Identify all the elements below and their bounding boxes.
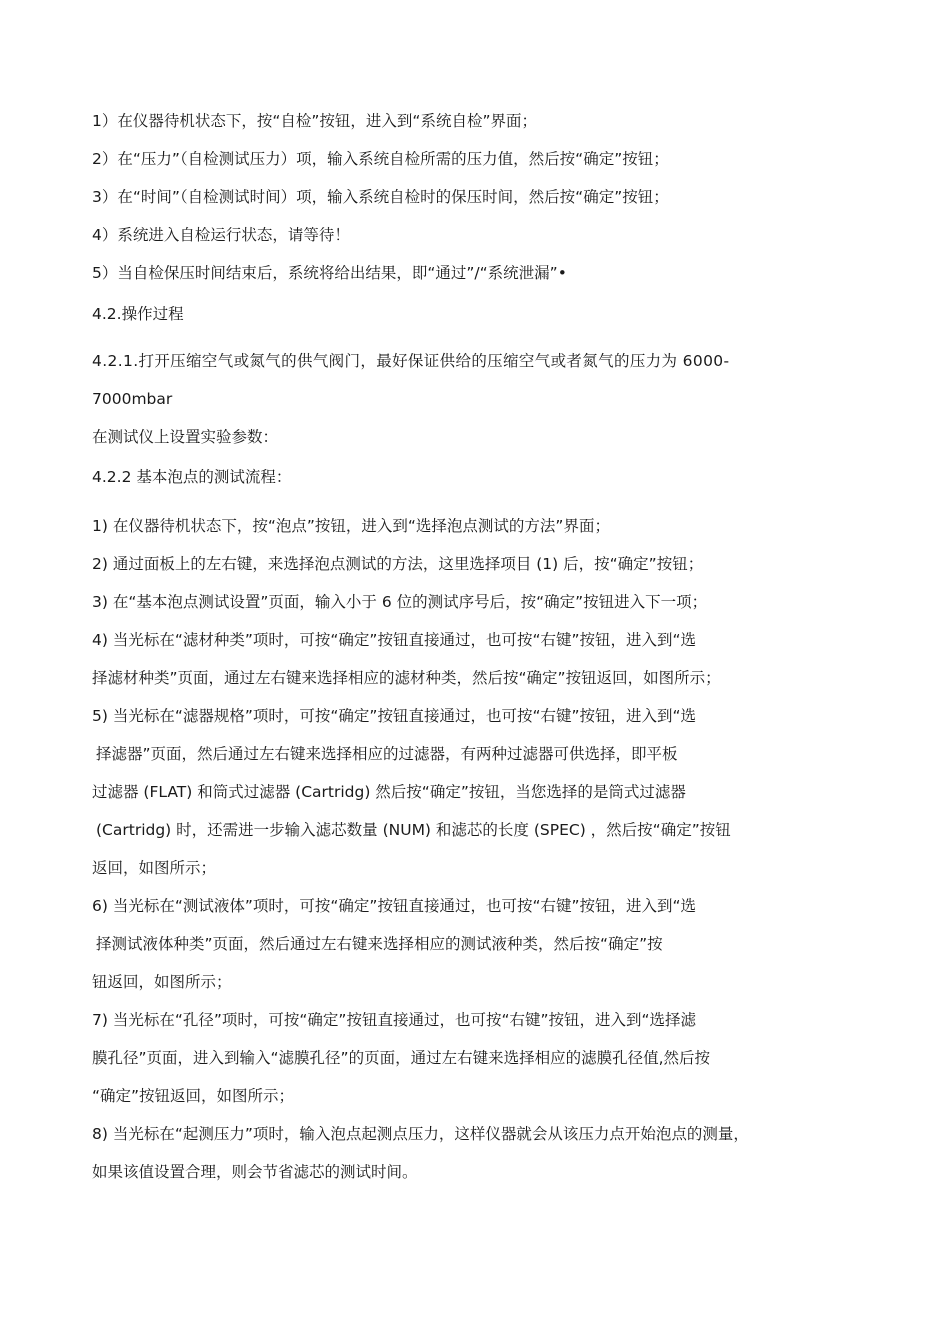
bubble-step-2: 2) 通过面板上的左右键，来选择泡点测试的方法，这里选择项目 (1) 后，按“确定”按钮；	[92, 555, 704, 573]
bubble-step-4-cont: 择滤材种类”页面，通过左右键来选择相应的滤材种类，然后按“确定”按钮返回，如图所示；	[92, 669, 721, 687]
bubble-step-5-cont-4: 返回，如图所示；	[92, 859, 217, 877]
self-check-step-3: 3）在“时间”（自检测试时间）项，输入系统自检时的保压时间，然后按“确定”按钮；	[92, 188, 669, 206]
bubble-step-6-cont-2: 钮返回，如图所示；	[92, 973, 232, 991]
bubble-step-8-cont: 如果该值设置合理，则会节省滤芯的测试时间。	[92, 1163, 418, 1181]
bubble-step-4: 4) 当光标在“滤材种类”项时，可按“确定”按钮直接通过，也可按“右键”按钮，进入到“选	[92, 631, 697, 649]
self-check-step-2: 2）在“压力”（自检测试压力）项，输入系统自检所需的压力值，然后按“确定”按钮；	[92, 150, 669, 168]
paragraph-setup: 在测试仪上设置实验参数：	[92, 428, 279, 446]
bubble-step-8: 8) 当光标在“起测压力”项时，输入泡点起测点压力，这样仪器就会从该压力点开始泡点的测量，	[92, 1125, 749, 1143]
paragraph-4-2-1-cont: 7000mbar	[92, 390, 173, 408]
bubble-step-7: 7) 当光标在“孔径”项时，可按“确定”按钮直接通过，也可按“右键”按钮，进入到“选择滤	[92, 1011, 697, 1029]
bubble-step-3: 3) 在“基本泡点测试设置”页面，输入小于 6 位的测试序号后，按“确定”按钮进入下一项；	[92, 593, 708, 611]
bubble-step-7-cont-1: 膜孔径”页面，进入到输入“滤膜孔径”的页面，通过左右键来选择相应的滤膜孔径值,然后按	[92, 1049, 711, 1067]
bubble-step-5: 5) 当光标在“滤器规格”项时，可按“确定”按钮直接通过，也可按“右键”按钮，进入到“选	[92, 707, 697, 725]
paragraph-4-2-1: 4.2.1.打开压缩空气或氮气的供气阀门，最好保证供给的压缩空气或者氮气的压力为 6000-	[92, 352, 730, 370]
section-heading-4-2-2: 4.2.2 基本泡点的测试流程：	[92, 468, 292, 486]
self-check-step-5: 5）当自检保压时间结束后，系统将给出结果，即“通过”/“系统泄漏”•	[92, 264, 567, 282]
bubble-step-5-cont-1: 择滤器”页面，然后通过左右键来选择相应的过滤器，有两种过滤器可供选择，即平板	[96, 745, 678, 763]
bubble-step-6: 6) 当光标在“测试液体”项时，可按“确定”按钮直接通过，也可按“右键”按钮，进入到“选	[92, 897, 697, 915]
section-heading-4-2: 4.2.操作过程	[92, 305, 184, 323]
bubble-step-5-cont-3: (Cartridg) 时，还需进一步输入滤芯数量 (NUM) 和滤芯的长度 (SPEC) ，然后按“确定”按钮	[96, 821, 731, 839]
bubble-step-6-cont-1: 择测试液体种类”页面，然后通过左右键来选择相应的测试液种类，然后按“确定”按	[96, 935, 663, 953]
self-check-step-4: 4）系统进入自检运行状态，请等待！	[92, 226, 350, 244]
bubble-step-1: 1) 在仪器待机状态下，按“泡点”按钮，进入到“选择泡点测试的方法”界面；	[92, 517, 610, 535]
bubble-step-7-cont-2: “确定”按钮返回，如图所示；	[92, 1087, 295, 1105]
self-check-step-1: 1）在仪器待机状态下，按“自检”按钮，进入到“系统自检”界面；	[92, 112, 537, 130]
bubble-step-5-cont-2: 过滤器 (FLAT) 和筒式过滤器 (Cartridg) 然后按“确定”按钮，当您选择的是筒式过滤器	[92, 783, 686, 801]
